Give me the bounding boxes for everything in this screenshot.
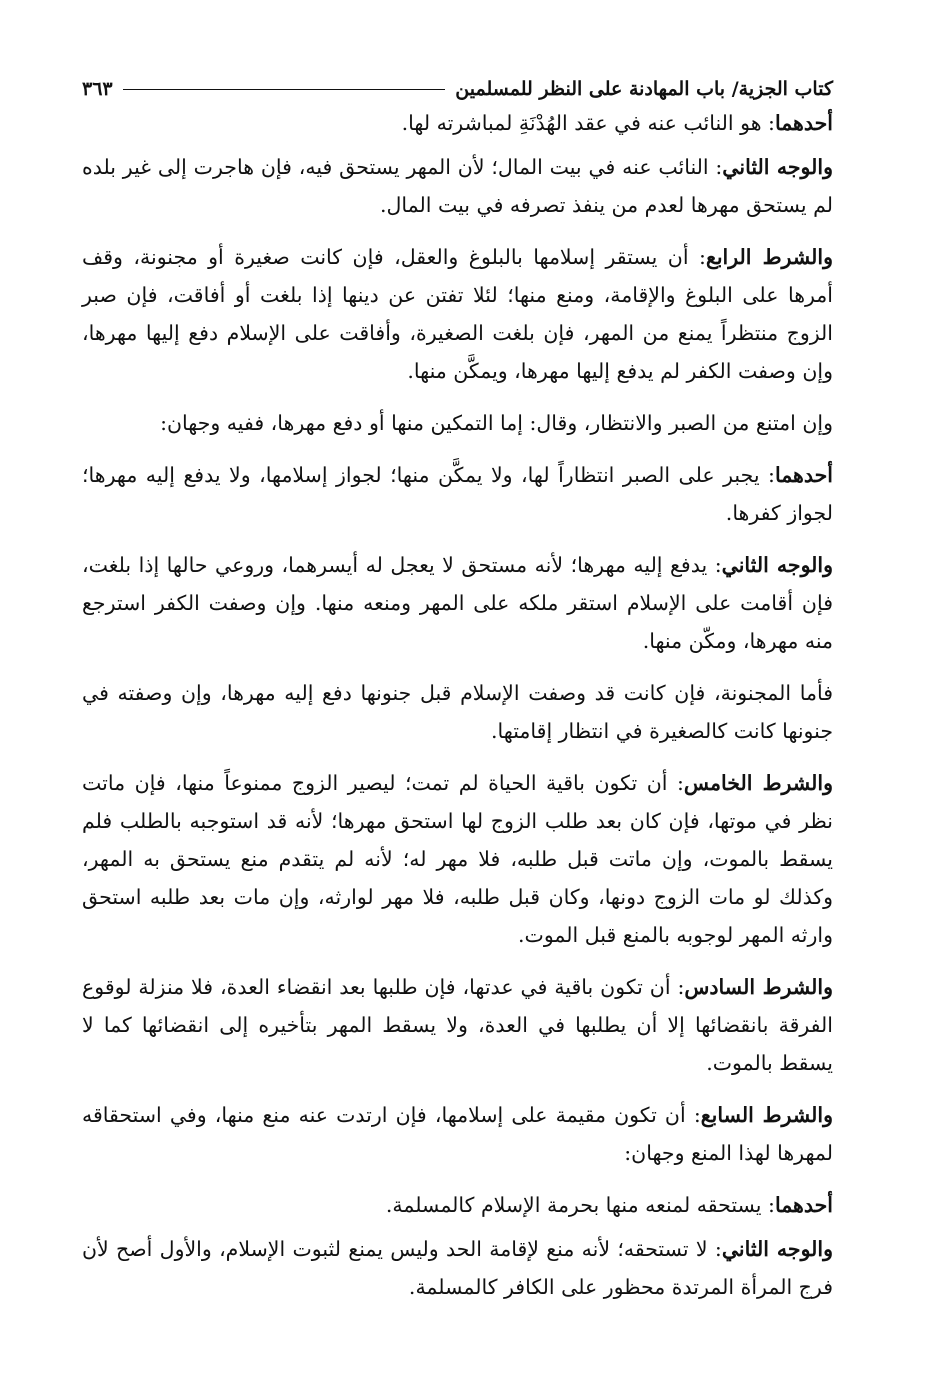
paragraph-lead: والشرط الخامس [683,771,833,795]
paragraph-text: : أن تكون باقية في عدتها، فإن طلبها بعد انقضاء العدة، فلا منزلة لوقوع الفرقة بانقضائها إلا أن يطلبها في العدة، ولا يسقط المهر بتأخيره إلى انقضائها كما لا يسقط بالموت. [82,975,833,1075]
paragraph-lead: والشرط الرابع [705,245,833,269]
paragraph [82,546,833,660]
paragraph-lead: والوجه الثاني [721,1237,833,1261]
paragraph [82,148,833,224]
paragraph-lead: أحدهما [774,111,833,135]
paragraph [82,674,833,750]
paragraph [82,104,833,142]
paragraph-text: فأما المجنونة، فإن كانت قد وصفت الإسلام قبل جنونها دفع إليه مهرها، وإن وصفته في جنونها كانت كالصغيرة في انتظار إقامتها. [82,681,833,743]
paragraph [82,1230,833,1306]
paragraph-text: : هو النائب عنه في عقد الهُدْنَةِ لمباشرته لها. [401,111,775,135]
header-rule [123,89,446,90]
paragraph-text: : أن يستقر إسلامها بالبلوغ والعقل، فإن كانت صغيرة أو مجنونة، وقف أمرها على البلوغ والإقامة، ومنع منها؛ لئلا تفتن عن دينها إذا بلغت أو أفاقت، فإن صبر الزوج منتظراً يمنع من المهر، فإن بلغت الصغيرة، وأفاقت على الإسلام دفع إليها مهرها، وإن وصفت الكفر لم يدفع إليها مهرها، ويمكَّن منها. [82,245,833,383]
paragraph [82,404,833,442]
running-header [82,78,833,100]
paragraph-text: : يدفع إليه مهرها؛ لأنه مستحق لا يعجل له أيسرهما، وروعي حالها إذا بلغت، فإن أقامت على الإسلام استقر ملكه على المهر ومنعه منها. وإن وصفت الكفر استرجع منه مهرها، ومكّن منها. [82,553,833,653]
paragraph-lead: والشرط السابع [700,1103,833,1127]
paragraph-lead: والشرط السادس [684,975,833,999]
paragraph [82,238,833,390]
paragraph-text: : النائب عنه في بيت المال؛ لأن المهر يستحق فيه، فإن هاجرت إلى غير بلده لم يستحق مهرها لعدم من ينفذ تصرفه في بيت المال. [82,155,833,217]
paragraph-text: : أن تكون مقيمة على إسلامها، فإن ارتدت عنه منع منها، وفي استحقاقه لمهرها لهذا المنع وجهان: [82,1103,833,1165]
paragraph-text: : يستحقه لمنعه منها بحرمة الإسلام كالمسلمة. [385,1193,775,1217]
paragraph-text: وإن امتنع من الصبر والانتظار، وقال: إما التمكين منها أو دفع مهرها، ففيه وجهان: [160,411,833,435]
paragraph-lead: أحدهما [774,1193,833,1217]
paragraph [82,764,833,954]
page-body [82,104,833,1306]
paragraph [82,1186,833,1224]
paragraph-text: : أن تكون باقية الحياة لم تمت؛ ليصير الزوج ممنوعاً منها، فإن ماتت نظر في موتها، فإن كان بعد طلب الزوج لها استحق مهرها؛ لأنه قد استوجبه بالطلب فلم يسقط بالموت، وإن ماتت قبل طلبه، فلا مهر له؛ لأنه لم يتقدم منع يستحق به المهر، وكذلك لو مات الزوج دونها، وكان قبل طلبه، فلا مهر لوارثه، وإن مات بعد طلبه استحق وارثه المهر لوجوبه بالمنع قبل الموت. [82,771,833,947]
paragraph-text: : لا تستحقه؛ لأنه منع لإقامة الحد وليس يمنع لثبوت الإسلام، والأول أصح لأن فرج المرأة المرتدة محظور على الكافر كالمسلمة. [82,1237,833,1299]
paragraph [82,968,833,1082]
header-title: كتاب الجزية/ باب المهادنة على النظر للمسلمين [455,78,833,100]
paragraph-lead: والوجه الثاني [722,155,833,179]
paragraph-lead: والوجه الثاني [721,553,833,577]
paragraph [82,1096,833,1172]
paragraph-lead: أحدهما [774,463,833,487]
page-number: ٣٦٣ [82,78,113,100]
paragraph [82,456,833,532]
paragraph-text: : يجبر على الصبر انتظاراً لها، ولا يمكَّن منها؛ لجواز إسلامها، ولا يدفع إليه مهرها؛ لجواز كفرها. [82,463,833,525]
